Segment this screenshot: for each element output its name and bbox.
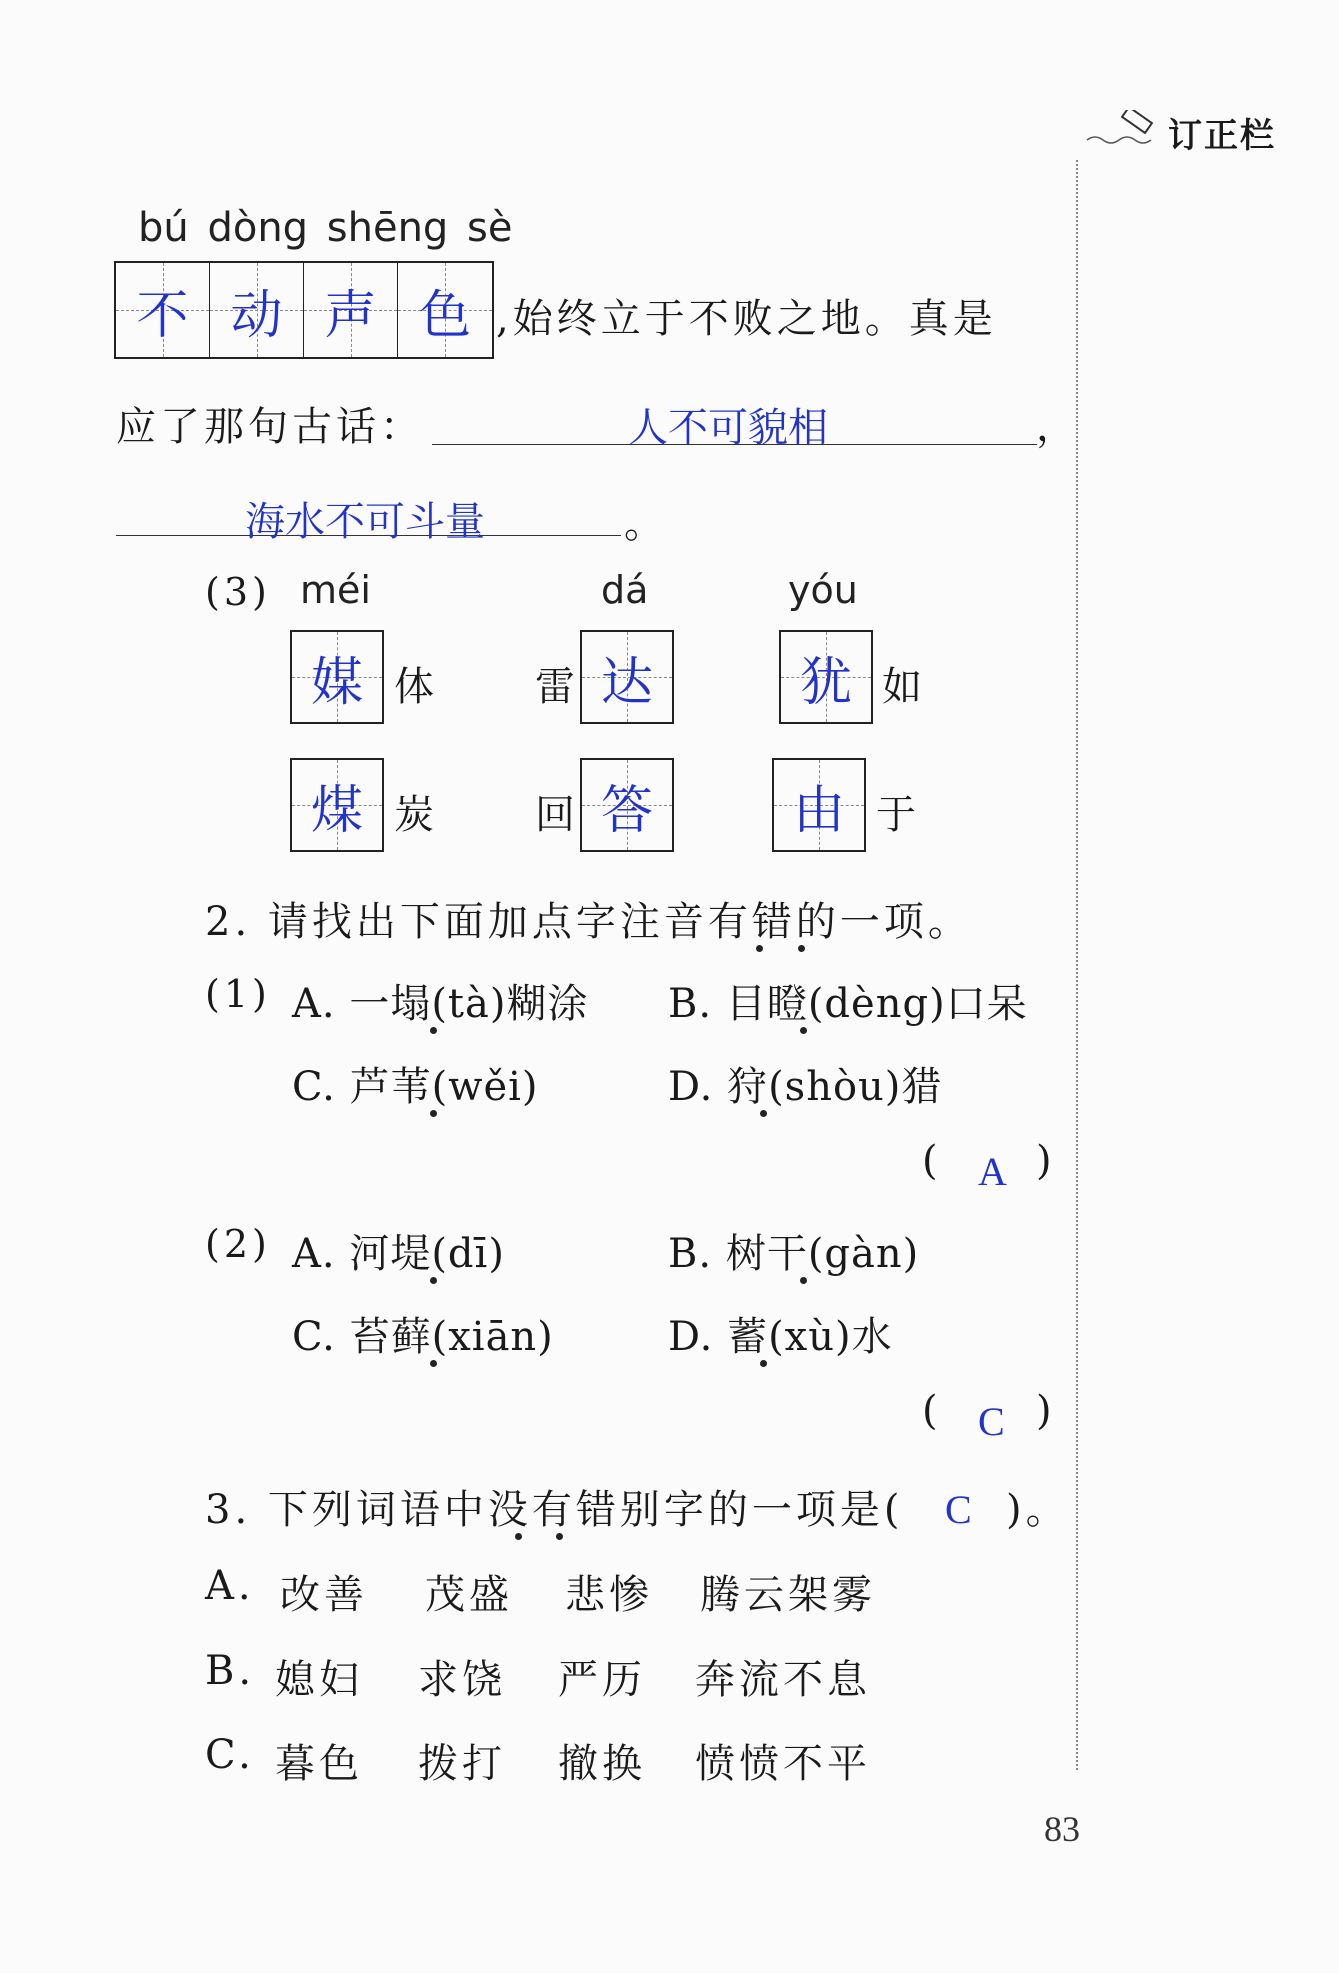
q3-option-c-word: 愤愤不平 [695,1741,871,1787]
idiom-grid [114,261,494,359]
answer-char: 煤 [310,780,363,841]
q3-option-b-label: B. [205,1648,256,1694]
pinyin-da: dá [601,568,649,612]
pinyin-line: bú dòng shēng sè [138,205,513,251]
grid-cell [116,263,210,357]
question-3-title: 3. 下列词语中没有错别字的一项是( [205,1487,904,1533]
q3-option-c-word: 拨打 [418,1741,506,1787]
q2-part2-option-d: D. 蓄(xù)水 [668,1314,893,1360]
question-3-label: (3) [205,570,271,614]
answer-char: 答 [600,780,653,841]
q3-answer: C [945,1487,972,1532]
emphasis-dot [430,1110,437,1117]
grid-answer-char: 声 [324,285,377,346]
word-suffix: 如 [882,664,926,710]
q3-option-b-word: 奔流不息 [695,1657,871,1703]
q3-option-a-label: A. [205,1563,255,1609]
emphasis-dot [430,1027,437,1034]
answer-bracket-close: ) [1036,1138,1056,1184]
char-box [580,630,674,724]
char-box [772,758,866,852]
word-prefix: 雷 [535,664,579,710]
emphasis-dot [556,1533,563,1540]
q3-option-a-word: 改善 [280,1572,368,1618]
period: 。 [624,501,668,547]
answer-bracket-open: ( [922,1388,942,1434]
emphasis-dot [756,945,763,952]
word-suffix: 于 [876,792,920,838]
q2-part1-option-d: D. 狩(shòu)猎 [668,1064,943,1110]
char-box [290,758,384,852]
char-box [779,630,873,724]
q3-option-a-word: 茂盛 [425,1572,513,1618]
answer-saying-1: 人不可貌相 [628,405,828,451]
q2-part2-option-a: A. 河堤(dī) [292,1231,505,1277]
emphasis-dot [798,945,805,952]
emphasis-dot [760,1110,767,1117]
emphasis-dot [430,1277,437,1284]
answer-saying-2: 海水不可斗量 [245,499,485,545]
grid-answer-char: 色 [418,285,471,346]
answer-bracket-close: ) [1036,1388,1056,1434]
pinyin-you: yóu [788,568,858,612]
grid-cell [210,263,304,357]
emphasis-dot [800,1027,807,1034]
page-number: 83 [1044,1809,1080,1849]
word-suffix: 体 [394,664,438,710]
sentence-line-1: ,始终立于不败之地。真是 [496,296,997,342]
grid-answer-char: 不 [136,285,189,346]
q3-option-b-word: 媳妇 [275,1657,363,1703]
q2-part1-answer: A [978,1149,1007,1194]
answer-char: 达 [600,652,653,713]
comma: ， [1036,404,1080,450]
correction-column-label: 订正栏 [1168,116,1276,156]
word-suffix: 炭 [394,792,438,838]
q3-option-b-word: 求饶 [418,1657,506,1703]
grid-cell [398,263,492,357]
grid-answer-char: 动 [230,285,283,346]
q2-part1-option-b: B. 目瞪(dèng)口呆 [668,981,1028,1027]
q3-option-c-word: 撤换 [558,1741,646,1787]
q3-option-a-word: 腾云架雾 [700,1572,876,1618]
emphasis-dot [800,1277,807,1284]
q2-part1-option-c: C. 芦苇(wěi) [292,1064,539,1110]
q2-part2-option-b: B. 树干(gàn) [668,1231,920,1277]
answer-char: 由 [792,780,845,841]
answer-char: 媒 [310,652,363,713]
question-2-title: 2. 请找出下面加点字注音有错的一项。 [205,899,972,945]
char-box [290,630,384,724]
emphasis-dot [430,1360,437,1367]
answer-char: 犹 [799,652,852,713]
q2-part1-label: (1) [205,972,271,1016]
emphasis-dot [515,1533,522,1540]
q3-option-a-word: 悲惨 [565,1572,653,1618]
q2-part2-option-c: C. 苔藓(xiān) [292,1314,554,1360]
q3-option-b-word: 严历 [558,1657,646,1703]
sentence-line-2-prefix: 应了那句古话： [116,404,424,450]
emphasis-dot [760,1360,767,1367]
q3-option-c-label: C. [205,1732,255,1778]
q2-part1-option-a: A. 一塌(tà)糊涂 [292,981,589,1027]
answer-bracket-open: ( [922,1138,942,1184]
word-prefix: 回 [535,792,579,838]
grid-cell [304,263,398,357]
pinyin-mei: méi [300,568,371,612]
char-box [580,758,674,852]
pencil-icon [1085,110,1165,154]
q2-part2-answer: C [978,1399,1005,1444]
q2-part2-label: (2) [205,1222,271,1266]
q3-title-end: )。 [1006,1487,1070,1533]
q3-option-c-word: 暮色 [275,1741,363,1787]
